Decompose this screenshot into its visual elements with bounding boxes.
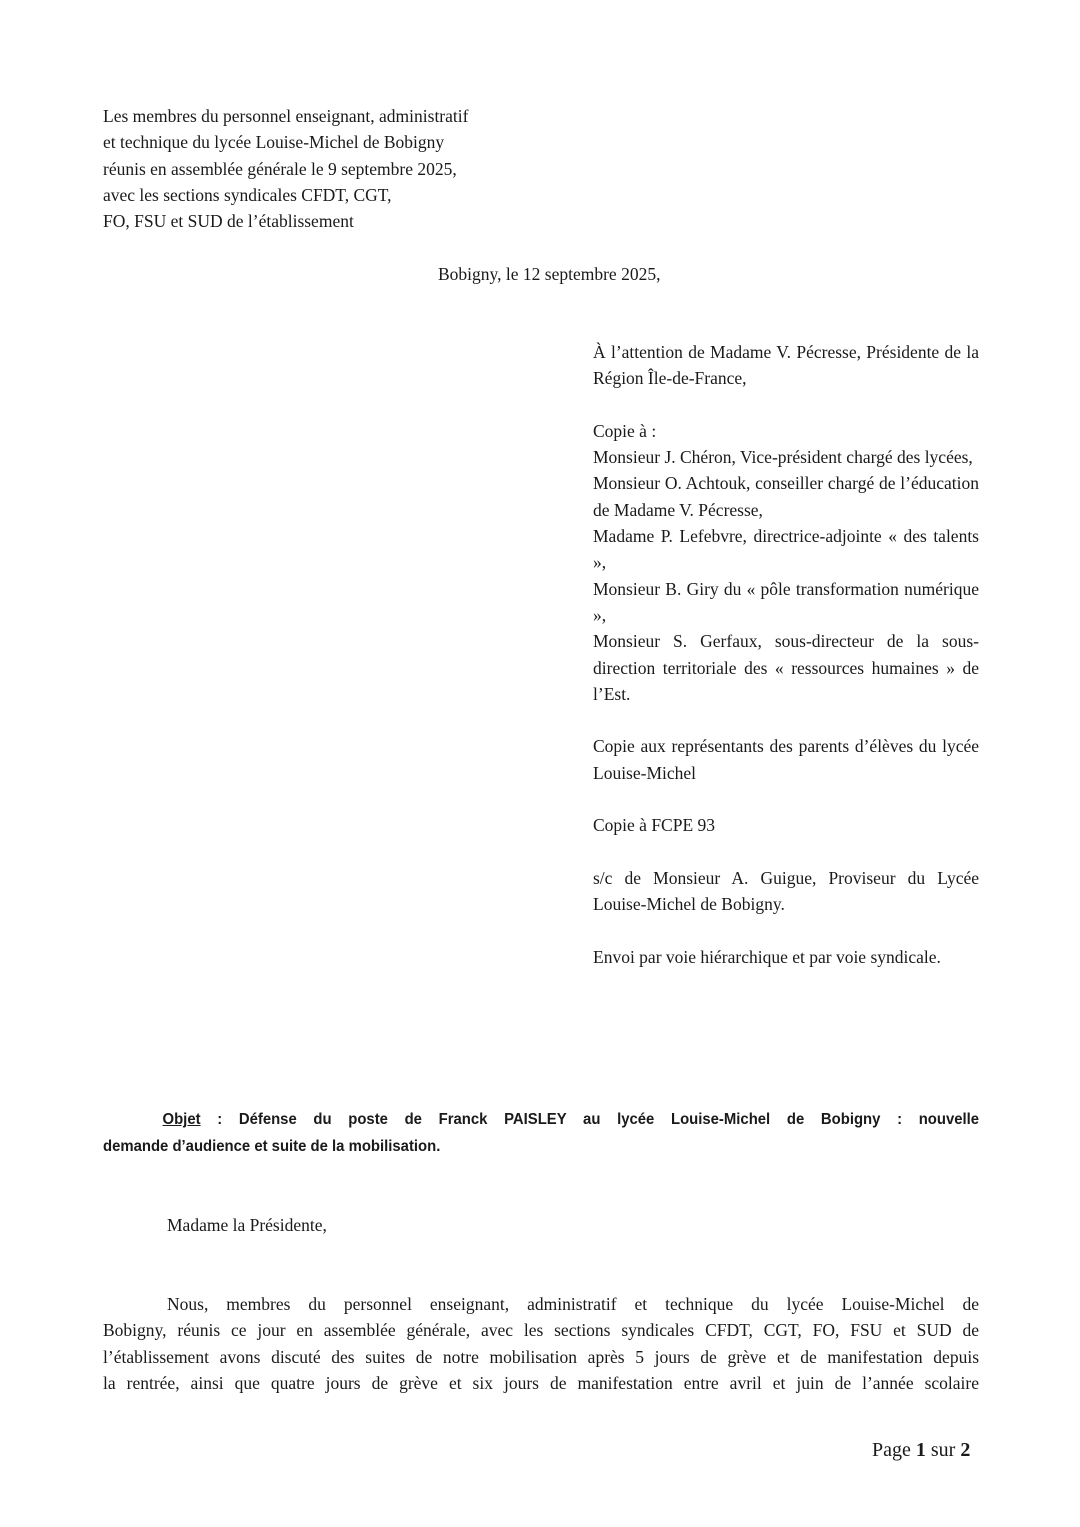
copy-recipient: Monsieur J. Chéron, Vice-président chargé des lycées, [593, 447, 973, 468]
object-text-1: Défense du poste de Franck PAISLEY au lycée Louise-Michel de Bobigny : nouvelle [238, 1111, 980, 1128]
salutation: Madame la Présidente, [167, 1215, 327, 1235]
sur-word: sur [930, 1439, 956, 1461]
object-label: Objet [162, 1111, 201, 1128]
attention-line: À l’attention de Madame V. Pécresse, Présidente de la Région Île-de-France, [593, 342, 979, 389]
page-word: Page [872, 1439, 911, 1461]
copy-recipient: Madame P. Lefebvre, directrice-adjointe « des talents », [593, 526, 979, 573]
body-paragraph [103, 1291, 979, 1396]
recipients-block [593, 339, 979, 970]
sous-couvert-line: s/c de Monsieur A. Guigue, Proviseur du Lycée Louise-Michel de Bobigny. [593, 867, 979, 915]
copy-recipient: Monsieur B. Giry du « pôle transformation numérique », [593, 578, 979, 625]
copy-recipient: Monsieur O. Achtouk, conseiller chargé de l’éducation de Madame V. Pécresse, [593, 473, 979, 520]
page-number [872, 1437, 970, 1463]
body-line: l’établissement avons discuté des suites de notre mobilisation après 5 jours de grève et de manifestation depuis [103, 1346, 979, 1367]
letter-date: Bobigny, le 12 septembre 2025, [438, 264, 661, 284]
dispatch-line: Envoi par voie hiérarchique et par voie syndicale. [593, 946, 941, 967]
object-block [103, 1106, 979, 1160]
total-pages: 2 [960, 1439, 971, 1461]
body-line: Bobigny, réunis ce jour en assemblée générale, avec les sections syndicales CFDT, CGT, FO, FSU et SUD de [103, 1320, 979, 1341]
copy-heading: Copie à : [593, 420, 657, 441]
copy-recipient: Monsieur S. Gerfaux, sous-directeur de la sous-direction territoriale des « ressources humaines » de l’Est. [593, 631, 979, 704]
current-page: 1 [915, 1439, 926, 1461]
object-separator: : [200, 1111, 239, 1128]
sender-line: FO, FSU et SUD de l’établissement [103, 211, 354, 232]
fcpe-copy: Copie à FCPE 93 [593, 815, 716, 836]
object-line-2: demande d’audience et suite de la mobilisation. [103, 1138, 441, 1155]
sender-line: Les membres du personnel enseignant, administratif [103, 106, 469, 126]
sender-line: avec les sections syndicales CFDT, CGT, [103, 184, 392, 205]
body-line: Nous, membres du personnel enseignant, administratif et technique du lycée Louise-Michel de [167, 1294, 979, 1314]
body-line: la rentrée, ainsi que quatre jours de grève et six jours de manifestation entre avril et juin de l’année scolaire [103, 1372, 979, 1393]
sender-line: réunis en assemblée générale le 9 septembre 2025, [103, 158, 457, 179]
parents-copy: Copie aux représentants des parents d’élèves du lycée Louise-Michel [593, 736, 979, 783]
sender-line: et technique du lycée Louise-Michel de Bobigny [103, 132, 445, 153]
object-line-1 [103, 1106, 979, 1133]
sender-block [103, 103, 563, 234]
